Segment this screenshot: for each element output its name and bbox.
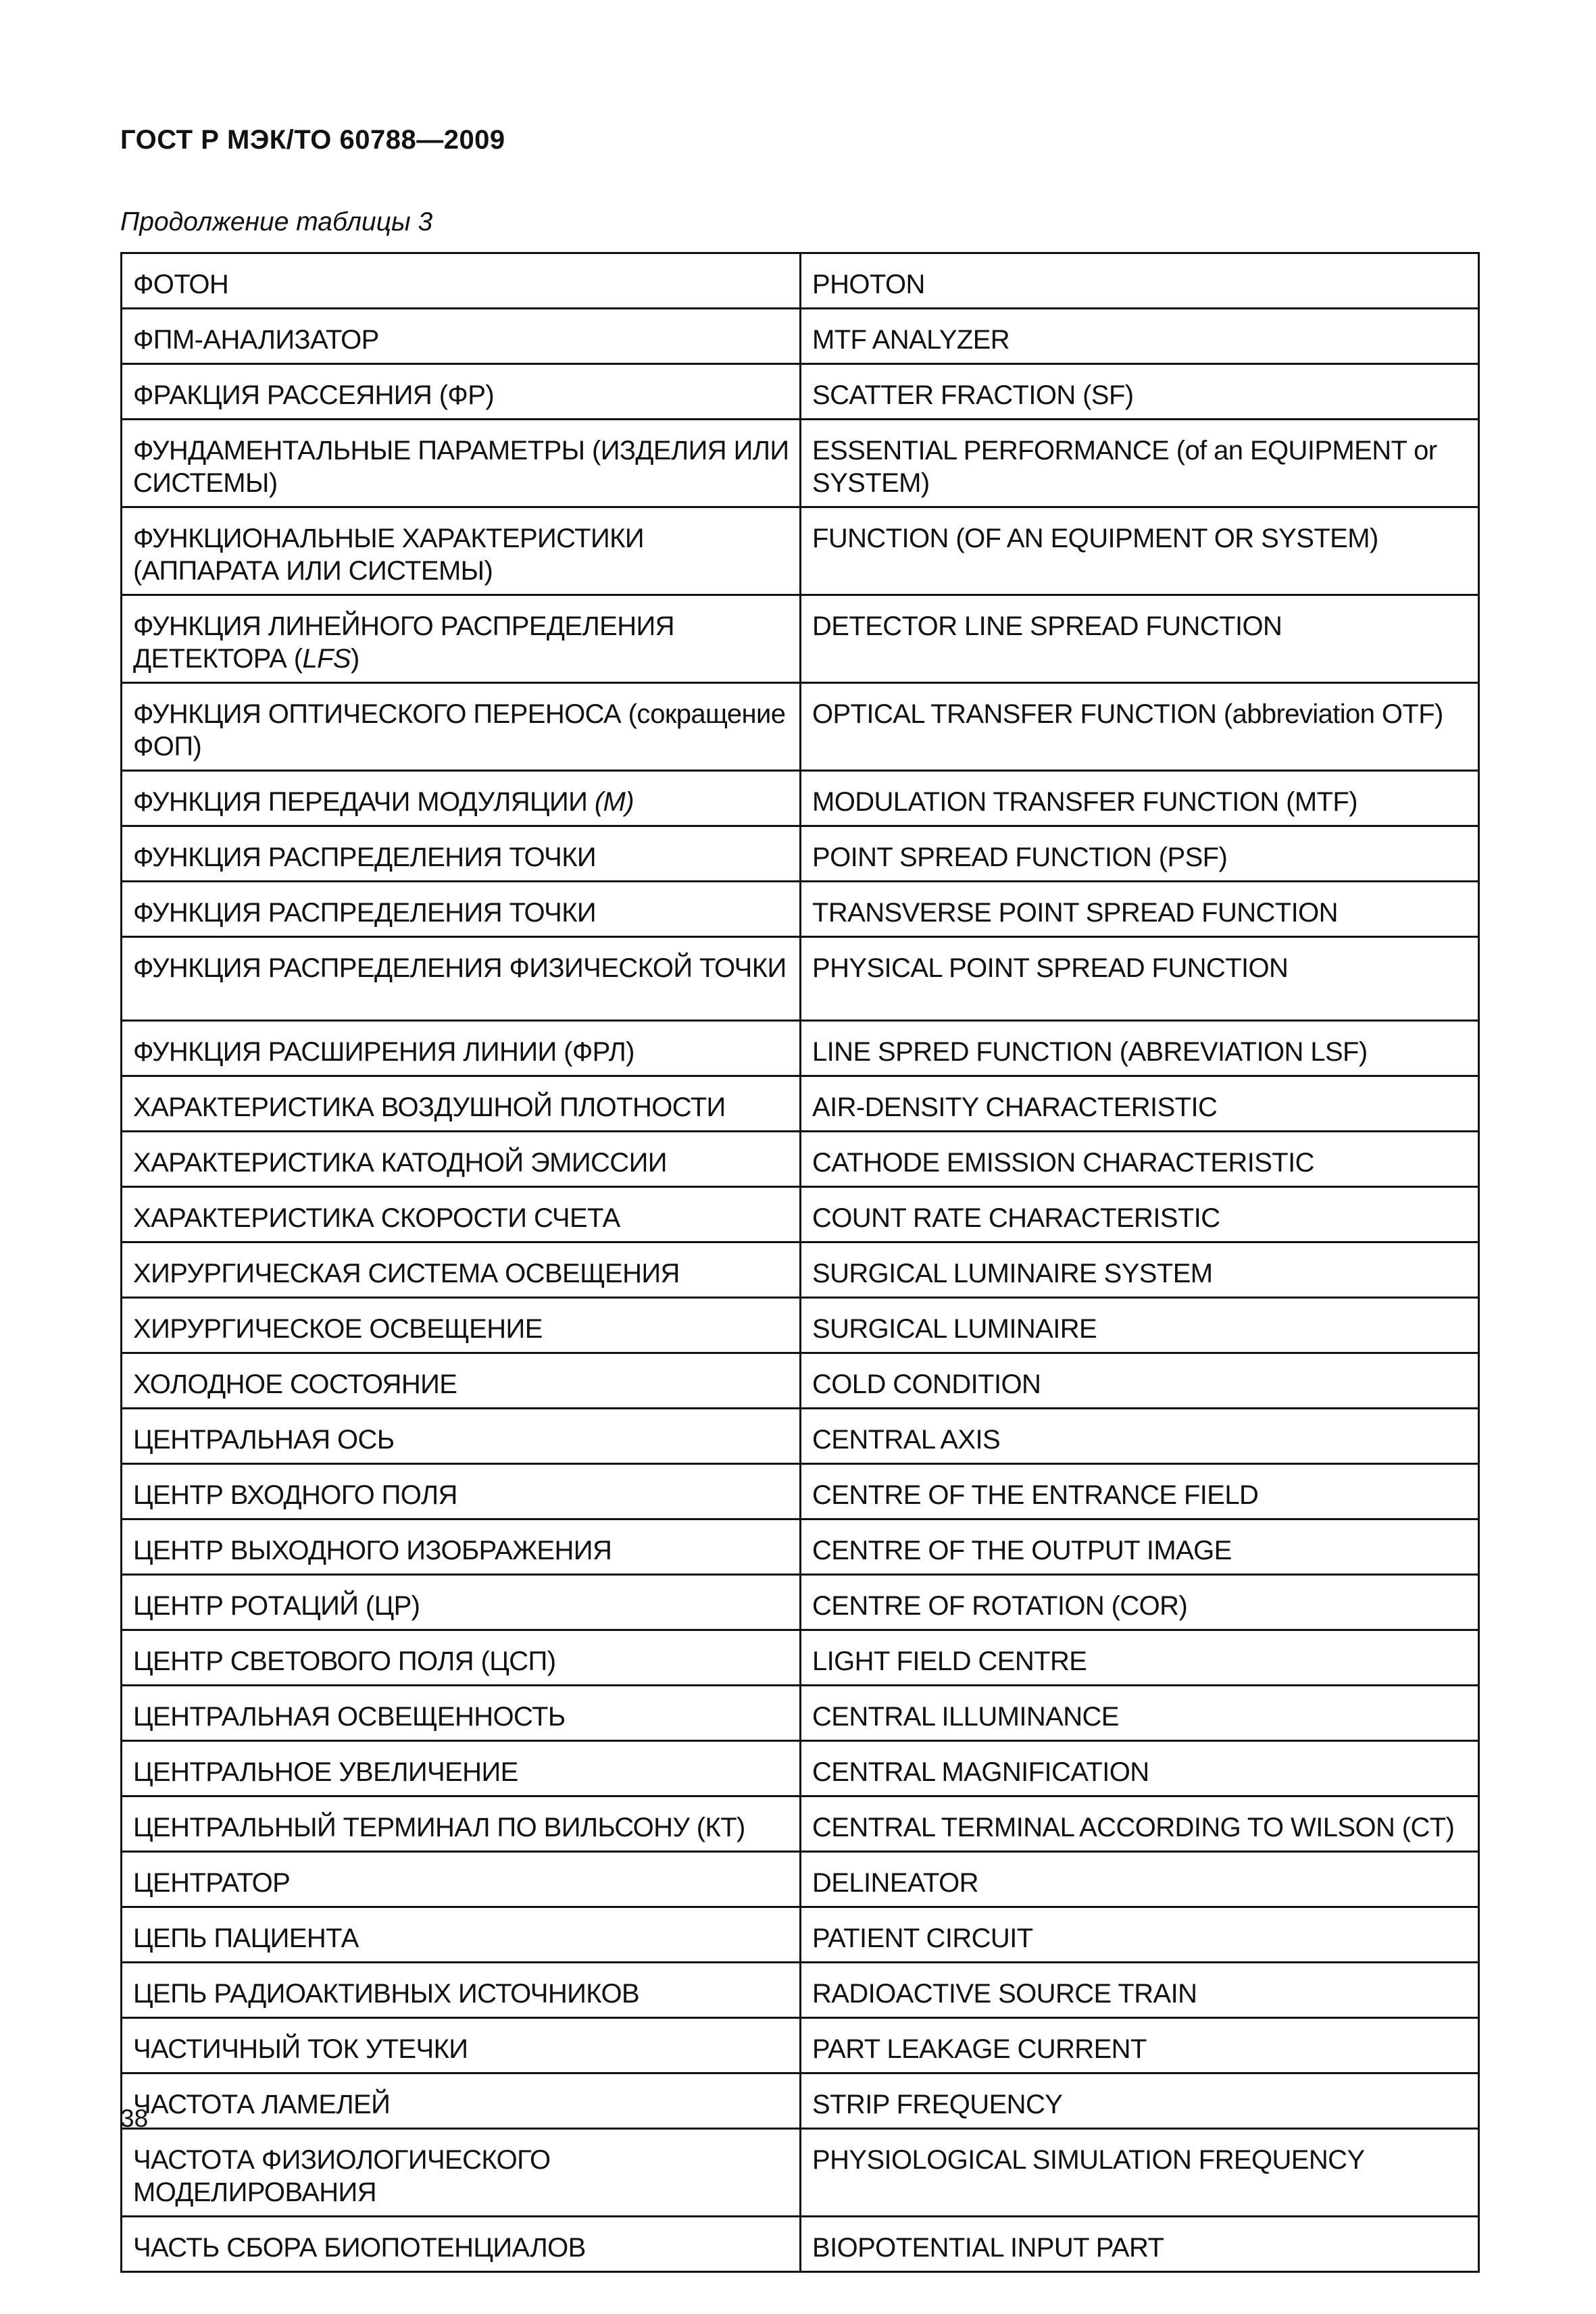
table-row [122,2073,1479,2129]
table-row [122,826,1479,882]
russian-term: ФОТОН [133,270,229,299]
english-term: PHYSIOLOGICAL SIMULATION FREQUENCY [812,2145,1365,2175]
english-term-cell [801,882,1479,937]
russian-term: ФУНКЦИЯ ЛИНЕЙНОГО РАСПРЕДЕЛЕНИЯ ДЕТЕКТОРА ( [133,611,674,674]
table-row [122,1076,1479,1132]
russian-term: ЧАСТОТА ФИЗИОЛОГИЧЕСКОГО МОДЕЛИРОВАНИЯ [133,2145,551,2207]
russian-term: ЧАСТОТА ЛАМЕЛЕЙ [133,2090,391,2119]
russian-term-cell [122,1686,801,1741]
russian-term: ЦЕНТРАЛЬНАЯ ОСЬ [133,1425,395,1455]
english-term: FUNCTION (OF AN EQUIPMENT OR SYSTEM) [812,524,1378,553]
table-row [122,1907,1479,1963]
russian-term: ЦЕПЬ РАДИОАКТИВНЫХ ИСТОЧНИКОВ [133,1979,640,2009]
russian-term: ЧАСТИЧНЫЙ ТОК УТЕЧКИ [133,2034,468,2064]
russian-term: ЦЕНТР РОТАЦИЙ (ЦР) [133,1591,420,1621]
english-term-cell [801,683,1479,771]
english-term: LINE SPRED FUNCTION (ABREVIATION LSF) [812,1037,1368,1067]
table-row [122,1741,1479,1796]
russian-term-cell [122,1298,801,1353]
russian-term: ЦЕНТРАЛЬНАЯ ОСВЕЩЕННОСТЬ [133,1702,566,1732]
english-term-cell [801,364,1479,420]
table-row [122,1519,1479,1575]
english-term: SCATTER FRACTION (SF) [812,380,1134,410]
english-term: PART LEAKAGE CURRENT [812,2034,1147,2064]
russian-term-cell [122,364,801,420]
russian-term-cell [122,420,801,507]
english-term-cell [801,1963,1479,2018]
russian-term-cell [122,1630,801,1686]
english-term-cell [801,1298,1479,1353]
table-row [122,420,1479,507]
table-row [122,1298,1479,1353]
english-term-cell [801,507,1479,595]
english-term: CENTRE OF THE OUTPUT IMAGE [812,1536,1232,1565]
english-term: AIR-DENSITY CHARACTERISTIC [812,1092,1218,1122]
english-term: CENTRAL MAGNIFICATION [812,1757,1149,1787]
russian-term-abbreviation: (M) [594,787,634,817]
english-term-cell [801,1519,1479,1575]
english-term-cell [801,1907,1479,1963]
russian-term-cell [122,1963,801,2018]
english-term: ESSENTIAL PERFORMANCE (of an EQUIPMENT or SYSTEM) [812,436,1437,498]
english-term-cell [801,937,1479,1021]
russian-term: ЦЕНТРАЛЬНОЕ УВЕЛИЧЕНИЕ [133,1757,518,1787]
russian-term: ЦЕНТР СВЕТОВОГО ПОЛЯ (ЦСП) [133,1646,556,1676]
russian-term-cell [122,882,801,937]
russian-term-cell [122,2217,801,2272]
russian-term-cell [122,1741,801,1796]
table-row [122,1353,1479,1409]
terms-table-body [122,253,1479,2272]
russian-term-suffix: ) [351,644,359,674]
russian-term: ХАРАКТЕРИСТИКА СКОРОСТИ СЧЕТА [133,1203,620,1233]
english-term: CENTRE OF ROTATION (COR) [812,1591,1188,1621]
russian-term-cell [122,1796,801,1852]
table-row [122,1409,1479,1464]
english-term: RADIOACTIVE SOURCE TRAIN [812,1979,1197,2009]
english-term: OPTICAL TRANSFER FUNCTION (abbreviation OTF) [812,699,1443,729]
table-row [122,1187,1479,1242]
english-term: CENTRAL AXIS [812,1425,1001,1455]
english-term: SURGICAL LUMINAIRE [812,1314,1097,1344]
russian-term-cell [122,1409,801,1464]
english-term: LIGHT FIELD CENTRE [812,1646,1087,1676]
english-term-cell [801,2129,1479,2217]
english-term-cell [801,420,1479,507]
table-row [122,1630,1479,1686]
table-caption: Продолжение таблицы 3 [120,207,433,236]
english-term-cell [801,2018,1479,2073]
russian-term: ФУНКЦИЯ РАСПРЕДЕЛЕНИЯ ФИЗИЧЕСКОЙ ТОЧКИ [133,953,787,983]
russian-term-cell [122,1464,801,1519]
english-term: COUNT RATE CHARACTERISTIC [812,1203,1220,1233]
terms-table [120,252,1480,2273]
russian-term: ЦЕНТР ВХОДНОГО ПОЛЯ [133,1480,457,1510]
russian-term-cell [122,309,801,364]
english-term-cell [801,2073,1479,2129]
russian-term: ФУНКЦИОНАЛЬНЫЕ ХАРАКТЕРИСТИКИ (АППАРАТА ИЛИ СИСТЕМЫ) [133,524,644,586]
russian-term: ЦЕНТР ВЫХОДНОГО ИЗОБРАЖЕНИЯ [133,1536,612,1565]
english-term-cell [801,1464,1479,1519]
english-term: DELINEATOR [812,1868,978,1898]
table-row [122,1852,1479,1907]
english-term: MTF ANALYZER [812,325,1010,355]
english-term: CENTRE OF THE ENTRANCE FIELD [812,1480,1259,1510]
page-number: 38 [120,2105,149,2132]
russian-term-cell [122,1021,801,1076]
russian-term-cell [122,2129,801,2217]
russian-term-cell [122,2073,801,2129]
table-row [122,1963,1479,2018]
russian-term-cell [122,937,801,1021]
russian-term: ЧАСТЬ СБОРА БИОПОТЕНЦИАЛОВ [133,2233,586,2263]
english-term-cell [801,1021,1479,1076]
table-row [122,683,1479,771]
table-row [122,1242,1479,1298]
russian-term-cell [122,595,801,683]
table-row [122,882,1479,937]
russian-term-cell [122,1242,801,1298]
russian-term: ХАРАКТЕРИСТИКА КАТОДНОЙ ЭМИССИИ [133,1148,667,1178]
english-term-cell [801,1630,1479,1686]
russian-term-cell [122,771,801,826]
english-term-cell [801,1686,1479,1741]
english-term: BIOPOTENTIAL INPUT PART [812,2233,1164,2263]
table-row [122,1796,1479,1852]
table-row [122,2018,1479,2073]
russian-term-cell [122,1575,801,1630]
english-term-cell [801,1409,1479,1464]
russian-term: ХОЛОДНОЕ СОСТОЯНИЕ [133,1369,457,1399]
english-term-cell [801,309,1479,364]
russian-term-cell [122,253,801,309]
russian-term-cell [122,683,801,771]
russian-term-cell [122,507,801,595]
english-term: CENTRAL TERMINAL ACCORDING TO WILSON (CT) [812,1813,1455,1842]
russian-term-cell [122,1187,801,1242]
english-term-cell [801,1796,1479,1852]
russian-term: ФУНДАМЕНТАЛЬНЫЕ ПАРАМЕТРЫ (ИЗДЕЛИЯ ИЛИ СИСТЕМЫ) [133,436,789,498]
russian-term: ЦЕПЬ ПАЦИЕНТА [133,1923,359,1953]
russian-term-cell [122,2018,801,2073]
english-term-cell [801,1076,1479,1132]
table-row [122,1575,1479,1630]
russian-term: ЦЕНТРАЛЬНЫЙ ТЕРМИНАЛ ПО ВИЛЬСОНУ (КТ) [133,1813,745,1842]
russian-term-cell [122,1132,801,1187]
english-term-cell [801,1132,1479,1187]
table-row [122,1464,1479,1519]
russian-term: ФУНКЦИЯ РАСПРЕДЕЛЕНИЯ ТОЧКИ [133,842,597,872]
english-term-cell [801,253,1479,309]
russian-term: ФУНКЦИЯ ОПТИЧЕСКОГО ПЕРЕНОСА (сокращение ФОП) [133,699,786,761]
english-term: POINT SPREAD FUNCTION (PSF) [812,842,1228,872]
english-term-cell [801,1575,1479,1630]
russian-term: ФПМ-АНАЛИЗАТОР [133,325,379,355]
english-term: MODULATION TRANSFER FUNCTION (MTF) [812,787,1357,817]
english-term: SURGICAL LUMINAIRE SYSTEM [812,1259,1213,1288]
english-term: DETECTOR LINE SPREAD FUNCTION [812,611,1282,641]
english-term-cell [801,2217,1479,2272]
russian-term: ФУНКЦИЯ ПЕРЕДАЧИ МОДУЛЯЦИИ [133,787,595,817]
russian-term-cell [122,1353,801,1409]
english-term: CATHODE EMISSION CHARACTERISTIC [812,1148,1314,1178]
russian-term-abbreviation: LFS [302,644,351,674]
russian-term-cell [122,1519,801,1575]
russian-term: ЦЕНТРАТОР [133,1868,291,1898]
russian-term-cell [122,1852,801,1907]
table-row [122,2129,1479,2217]
english-term-cell [801,1852,1479,1907]
table-row [122,309,1479,364]
table-row [122,2217,1479,2272]
english-term: PATIENT CIRCUIT [812,1923,1033,1953]
english-term-cell [801,595,1479,683]
english-term: TRANSVERSE POINT SPREAD FUNCTION [812,898,1338,928]
table-row [122,937,1479,1021]
russian-term: ФРАКЦИЯ РАССЕЯНИЯ (ФР) [133,380,495,410]
table-row [122,364,1479,420]
russian-term-cell [122,1076,801,1132]
table-row [122,507,1479,595]
english-term: PHYSICAL POINT SPREAD FUNCTION [812,953,1289,983]
russian-term: ХИРУРГИЧЕСКОЕ ОСВЕЩЕНИЕ [133,1314,543,1344]
russian-term: ФУНКЦИЯ РАСШИРЕНИЯ ЛИНИИ (ФРЛ) [133,1037,634,1067]
english-term-cell [801,1353,1479,1409]
english-term: STRIP FREQUENCY [812,2090,1063,2119]
english-term-cell [801,826,1479,882]
russian-term: ХИРУРГИЧЕСКАЯ СИСТЕМА ОСВЕЩЕНИЯ [133,1259,680,1288]
english-term: CENTRAL ILLUMINANCE [812,1702,1119,1732]
english-term-cell [801,771,1479,826]
english-term: COLD CONDITION [812,1369,1041,1399]
russian-term: ФУНКЦИЯ РАСПРЕДЕЛЕНИЯ ТОЧКИ [133,898,597,928]
document-header: ГОСТ Р МЭК/ТО 60788—2009 [120,125,505,155]
table-row [122,771,1479,826]
table-row [122,595,1479,683]
table-row [122,1021,1479,1076]
english-term-cell [801,1741,1479,1796]
table-row [122,1686,1479,1741]
table-row [122,253,1479,309]
russian-term-cell [122,826,801,882]
english-term: PHOTON [812,270,925,299]
russian-term: ХАРАКТЕРИСТИКА ВОЗДУШНОЙ ПЛОТНОСТИ [133,1092,726,1122]
english-term-cell [801,1242,1479,1298]
russian-term-cell [122,1907,801,1963]
english-term-cell [801,1187,1479,1242]
table-row [122,1132,1479,1187]
